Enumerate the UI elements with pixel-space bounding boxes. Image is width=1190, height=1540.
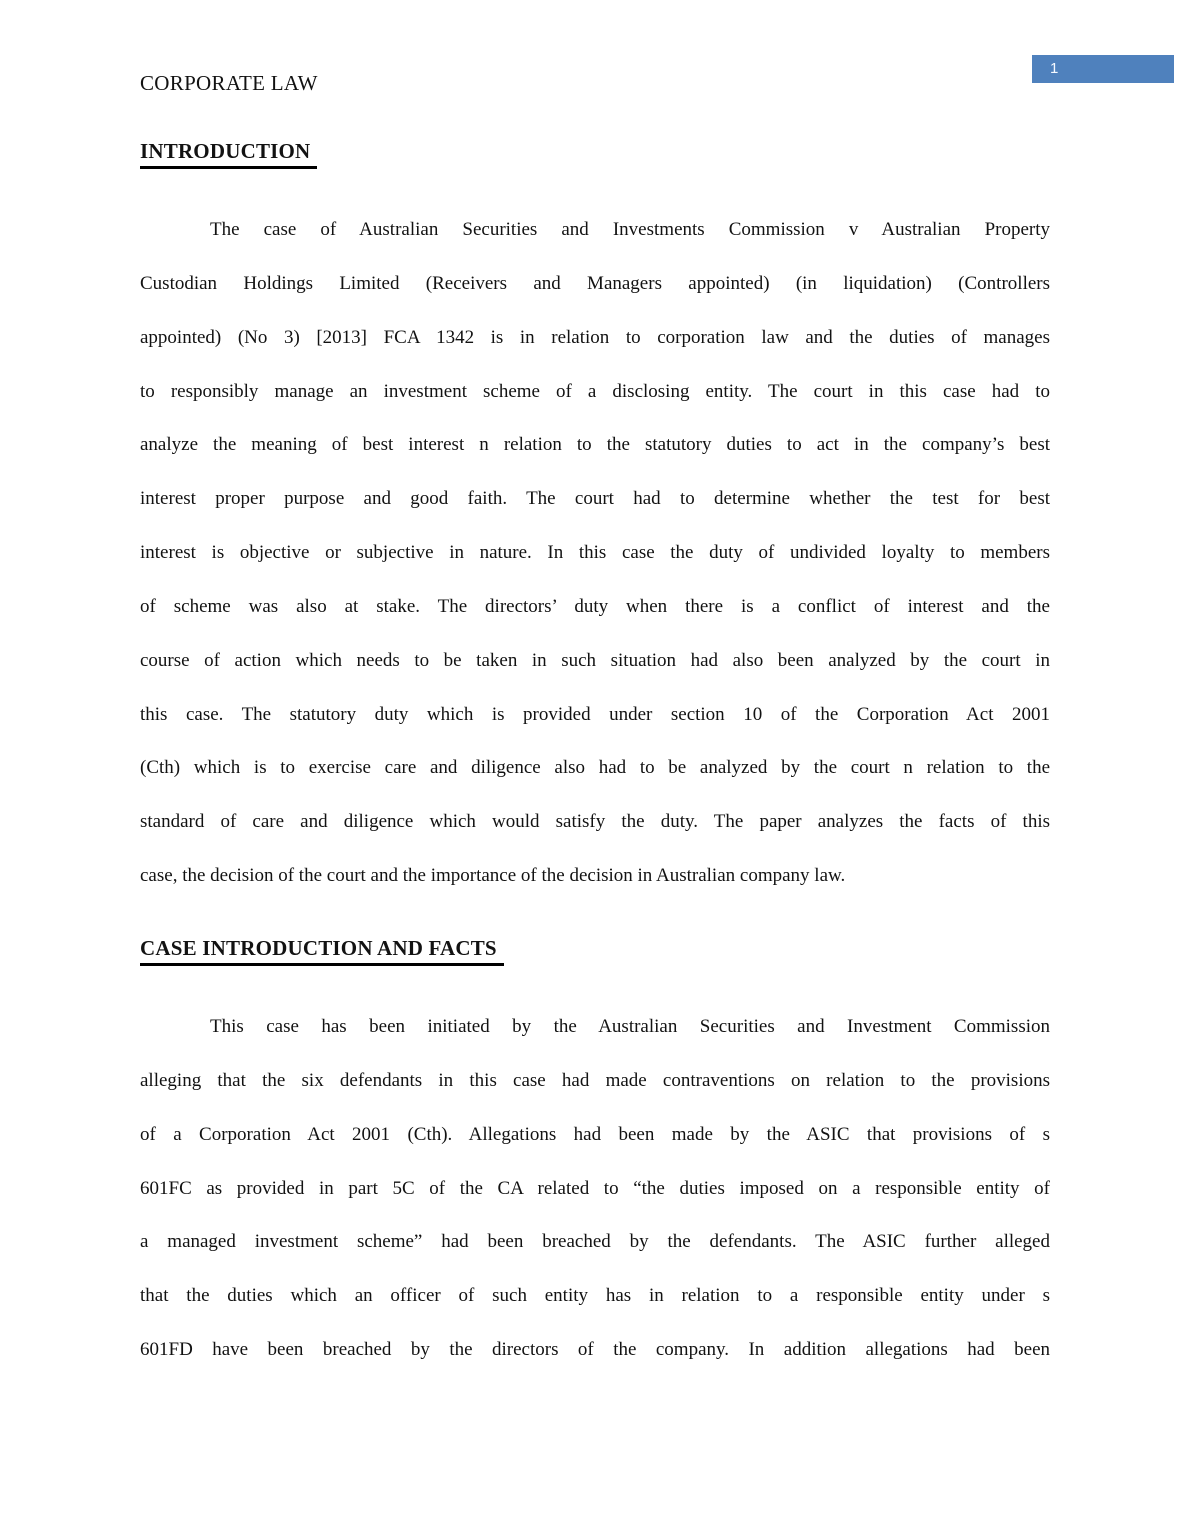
text-line: The case of Australian Securities and Investments Commission v Australian Property [210,219,1050,240]
section-heading [140,139,1050,169]
text-line: a managed investment scheme” had been breached by the defendants. The ASIC further alleged [140,1231,1050,1253]
paragraph [140,203,1050,903]
text-line: interest proper purpose and good faith. The court had to determine whether the test for best [140,488,1050,510]
document-header: CORPORATE LAW [140,71,318,95]
text-line: 601FC as provided in part 5C of the CA related to “the duties imposed on a responsible entity of [140,1177,1050,1199]
text-line: of scheme was also at stake. The directors’ duty when there is a conflict of interest and the [140,595,1050,617]
section-heading-text: INTRODUCTION [140,139,317,169]
section-heading-text: CASE INTRODUCTION AND FACTS [140,936,504,966]
text-line: interest is objective or subjective in nature. In this case the duty of undivided loyalty to members [140,542,1050,564]
text-line: this case. The statutory duty which is provided under section 10 of the Corporation Act 2001 [140,703,1050,725]
paragraph [140,1000,1050,1377]
text-line: standard of care and diligence which would satisfy the duty. The paper analyzes the facts of this [140,811,1050,833]
text-line: 601FD have been breached by the directors of the company. In addition allegations had been [140,1339,1050,1361]
text-line: case, the decision of the court and the importance of the decision in Australian company law. [140,865,846,887]
text-line: (Cth) which is to exercise care and diligence also had to be analyzed by the court n relation to the [140,757,1050,779]
text-line: to responsibly manage an investment scheme of a disclosing entity. The court in this case had to [140,380,1050,402]
text-line: Custodian Holdings Limited (Receivers and Managers appointed) (in liquidation) (Controllers [140,272,1050,294]
text-line: of a Corporation Act 2001 (Cth). Allegations had been made by the ASIC that provisions of s [140,1123,1050,1145]
text-line: alleging that the six defendants in this case had made contraventions on relation to the provisions [140,1069,1050,1091]
section-1 [140,139,1050,903]
text-line: analyze the meaning of best interest n relation to the statutory duties to act in the company’s best [140,434,1050,456]
text-line: This case has been initiated by the Australian Securities and Investment Commission [210,1015,1050,1037]
document-body [140,0,1050,1377]
text-line: course of action which needs to be taken in such situation had also been analyzed by the court in [140,649,1050,671]
section-heading [140,936,1050,966]
section-2 [140,936,1050,1377]
text-line: that the duties which an officer of such entity has in relation to a responsible entity under s [140,1285,1050,1307]
page-number-box [1032,55,1174,83]
page-number: 1 [1050,60,1059,77]
text-line: appointed) (No 3) [2013] FCA 1342 is in relation to corporation law and the duties of manages [140,326,1050,348]
